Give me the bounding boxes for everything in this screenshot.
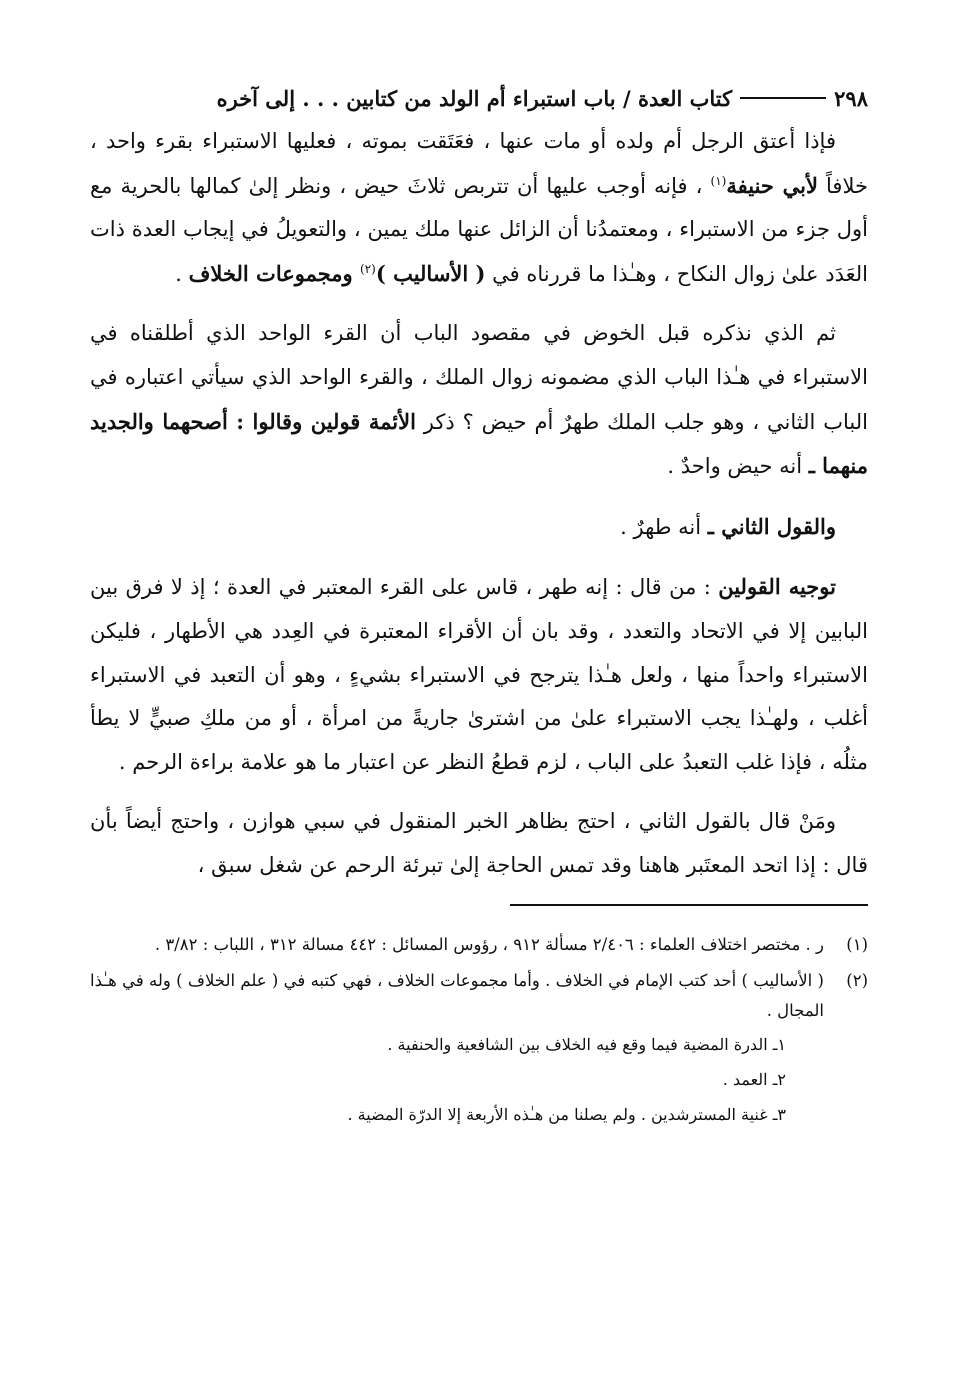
paragraph-1	[90, 120, 868, 296]
paragraph-2-text-a: ثم الذي نذكره قبل الخوض في مقصود الباب أن القرء الواحد الذي أطلقناه في الاستبراء في هـٰذا الباب الذي مضمونه زوال الملك ، والقرء الواحد الذي سيأتي اعتباره في الباب الثاني ، وهو جلب الملك طهرٌ أم حيض ؟ ذكر	[90, 321, 868, 434]
paragraph-4-text-b: : من قال : إنه طهر ، قاس على القرء المعتبر في العدة ؛ إذ لا فرق بين البابين إلا في الاتحاد والتعدد ، وقد بان أن الأقراء المعتبرة في العِدد هي الأطهار ، فليكن الاستبراء واحداً منها ، ولعل هـٰذا يترجح في الاستبراء بشيءٍ ، وهو أن التعبد في الاستبراء أغلب ، ولهـٰذا يجب الاستبراء علىٰ من اشترىٰ جاريةً من امرأة ، أو من ملكِ صبيٍّ لا يطأ مثلُه ، فإذا غلب التعبدُ على الباب ، لزم قطعُ النظر عن اعتبار ما هو علامة براءة الرحم .	[90, 575, 868, 774]
paragraph-1-text-a: فإذا أعتق الرجل أم ولده أو مات عنها ، فعَتَقت بموته ، فعليها الاستبراء بقرء واحد ، خلافاً	[90, 129, 868, 198]
paragraph-2	[90, 312, 868, 488]
paragraph-3-text-b: أنه طهرٌ .	[620, 514, 708, 539]
footnote-1-number: (١)	[846, 934, 868, 954]
footnote-ref-2: (٢)	[360, 261, 376, 276]
paragraph-3-bold-second-opinion: والقول الثاني ـ	[707, 513, 836, 539]
paragraph-4	[90, 565, 868, 784]
running-title: كتاب العدة / باب استبراء أم الولد من كتابين . . . إلى آخره	[216, 85, 733, 111]
footnotes	[90, 930, 868, 1130]
footnote-1-text: ر . مختصر اختلاف العلماء : ٢/٤٠٦ مسألة ٩١٢ ، رؤوس المسائل : ٤٤٢ مسالة ٣١٢ ، اللباب : ٣/٨٢ .	[154, 934, 824, 954]
paragraph-5	[90, 800, 868, 887]
paragraph-1-bold-abu-hanifa: لأبي حنيفة	[726, 172, 818, 198]
paragraph-1-bold-asalib: ( الأساليب )	[375, 260, 486, 286]
list-item: ١ـ الدرة المضية فيما وقع فيه الخلاف بين الشافعية والحنفية .	[387, 1034, 786, 1054]
footnote-2-text: ( الأساليب ) أحد كتب الإمام في الخلاف . وأما مجموعات الخلاف ، فهي كتبه في ( علم الخلاف ) وله في هـٰذا المجال .	[90, 970, 824, 1020]
running-header	[90, 76, 868, 120]
paragraph-2-text-c: أنه حيض واحدٌ .	[667, 454, 809, 479]
footnote-separator	[510, 904, 868, 906]
list-item: ٢ـ العمد .	[722, 1069, 786, 1089]
footnote-ref-1: (١)	[710, 173, 727, 188]
footnote-2-list	[90, 1030, 868, 1130]
paragraph-1-text-c: ، فإنه أوجب عليها أن تتربص ثلاثَ حيض ، ونظر إلىٰ كمالها بالحرية مع أول جزء من الاستبراء ، ومعتمدُنا أن الزائل عنها ملك يمين ، والتعويلُ في إيجاب العدة ذات العَدَد علىٰ زوال النكاح ، وهـٰذا ما قررناه في	[90, 173, 868, 286]
paragraph-1-text-f: .	[175, 261, 189, 286]
paragraph-1-bold-majmuat: ومجموعات الخلاف	[188, 260, 360, 286]
list-item: ٣ـ غنية المسترشدين . ولم يصلنا من هـٰذه الأربعة إلا الدرّة المضية .	[347, 1104, 786, 1124]
main-text	[90, 120, 868, 888]
page-number: ٢٩٨	[834, 85, 868, 111]
header-rule	[740, 97, 826, 99]
footnote-2	[90, 966, 868, 1026]
paragraph-2-bold-aimma: الأئمة قولين وقالوا : أصحهما والجديد منهما ـ	[90, 408, 868, 479]
footnote-2-number: (٢)	[846, 970, 868, 990]
paragraph-4-bold-tawjih: توجيه القولين	[718, 574, 836, 600]
footnote-1	[90, 930, 868, 960]
paragraph-5-text-a: ومَنْ قال بالقول الثاني ، احتج بظاهر الخبر المنقول في سبي هوازن ، واحتج أيضاً بأن قال : إذا اتحد المعتَبر هاهنا وقد تمس الحاجة إلىٰ تبرئة الرحم عن شغل سبق ،	[90, 809, 868, 877]
paragraph-3	[90, 505, 868, 550]
page-content	[90, 76, 868, 1130]
